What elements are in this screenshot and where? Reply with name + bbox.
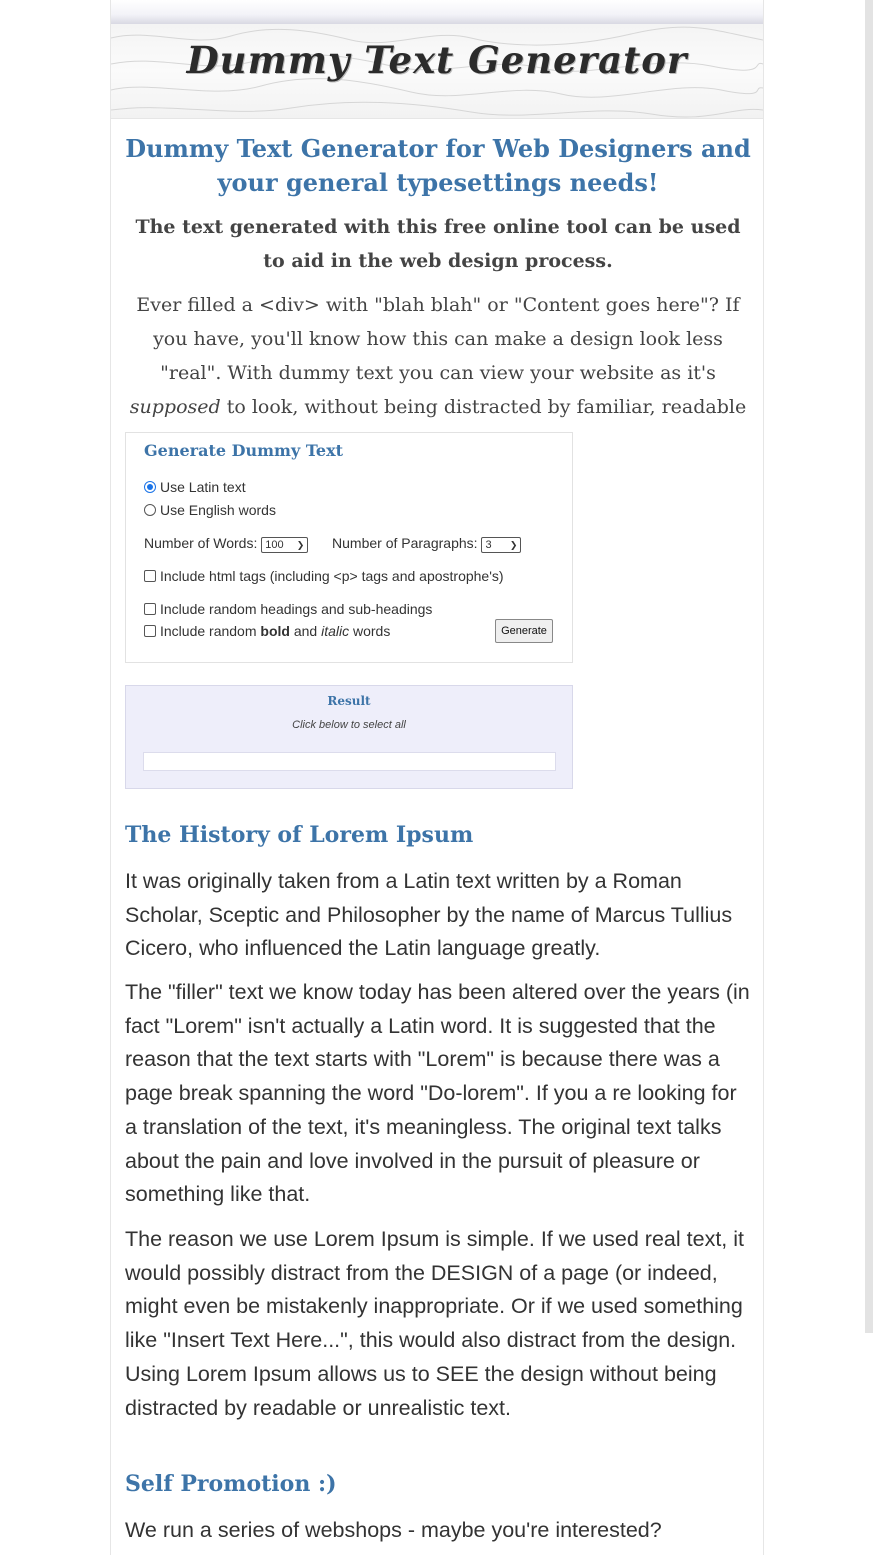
words-paragraphs-row: [144, 535, 521, 553]
chevron-down-icon: ❯: [509, 540, 518, 550]
html-tags-option[interactable]: [144, 568, 504, 584]
page-title: Dummy Text Generator for Web Designers and your general typesettings needs!: [125, 134, 751, 197]
chevron-down-icon: ❯: [296, 540, 305, 550]
bold-italic-option[interactable]: [144, 623, 390, 639]
paragraphs-select[interactable]: [481, 537, 521, 553]
paragraphs-label: Number of Paragraphs:: [332, 535, 478, 551]
intro-emphasis: supposed: [129, 396, 221, 418]
page-subtitle: The text generated with this free online tool can be used to aid in the web design process.: [135, 216, 741, 272]
bold-word[interactable]: bold: [260, 623, 290, 639]
history-paragraph-1: It was originally taken from a Latin text written by a Roman Scholar, Sceptic and Philosopher by the name of Marcus Tullius Cicero, who influenced the Latin language greatly.: [125, 869, 733, 961]
main-content: [125, 118, 751, 1542]
result-hint: Click below to select all: [292, 719, 406, 731]
generator-form: [125, 432, 573, 663]
words-select-value: 100: [265, 539, 284, 551]
words-select[interactable]: [261, 537, 308, 553]
html-tags-checkbox[interactable]: [144, 570, 156, 582]
result-title: Result: [327, 694, 371, 708]
bold-italic-checkbox[interactable]: [144, 625, 156, 637]
headings-option[interactable]: [144, 601, 432, 617]
result-output-field[interactable]: [143, 752, 556, 771]
headings-checkbox[interactable]: [144, 603, 156, 615]
self-promotion-paragraph: We run a series of webshops - maybe you're interested?: [125, 1518, 662, 1542]
scrollbar-thumb[interactable]: [865, 0, 873, 1333]
history-paragraph-2: The "filler" text we know today has been altered over the years (in fact "Lorem" isn't actually a Latin word. It is suggested that the reason that the text starts with "Lorem" is because there was a page break spanning the word "Do-lorem". If you a re looking for a translation of the text, it's meaningless. The original text talks about the pain and love involved in the pursuit of pleasure or something like that.: [125, 980, 750, 1207]
generate-button[interactable]: Generate: [495, 619, 553, 643]
header-shade: [111, 0, 763, 25]
paragraphs-select-value: 3: [485, 539, 492, 551]
html-tags-label[interactable]: Include html tags (including <p> tags and apostrophe's): [160, 568, 504, 584]
history-paragraph-3: The reason we use Lorem Ipsum is simple. If we used real text, it would possibly distract from the DESIGN of a page (or indeed, might even be mistakenly inappropriate. Or if we used something like "Insert Text Here...", this would also distract from the design. Using Lorem Ipsum allows us to SEE the design without being distracted by readable or unrealistic text.: [125, 1227, 744, 1420]
result-panel: [125, 685, 573, 789]
history-heading: The History of Lorem Ipsum: [125, 822, 474, 848]
words-label: Number of Words:: [144, 535, 258, 551]
latin-radio-label[interactable]: Use Latin text: [160, 479, 246, 495]
self-promotion-heading: Self Promotion :): [125, 1471, 337, 1497]
generator-title: Generate Dummy Text: [144, 441, 344, 460]
bold-italic-label-middle[interactable]: and: [289, 623, 322, 639]
italic-word[interactable]: italic: [321, 623, 350, 639]
english-words-option[interactable]: [144, 502, 276, 518]
bold-italic-label-start[interactable]: Include random: [160, 623, 261, 639]
page-container: [110, 0, 764, 1555]
bold-italic-label-end[interactable]: words: [349, 623, 391, 639]
latin-radio[interactable]: [144, 481, 156, 493]
header-banner: [111, 24, 763, 119]
english-radio[interactable]: [144, 504, 156, 516]
english-radio-label[interactable]: Use English words: [160, 502, 276, 518]
site-logo[interactable]: Dummy Text Generator: [186, 38, 688, 82]
intro-text-start: Ever filled a <div> with "blah blah" or "Content goes here"? If you have, you'll know how this can make a design look less "real". With dummy text you can view your website as it's: [136, 294, 740, 384]
latin-text-option[interactable]: [144, 479, 246, 495]
intro-text-end: to look, without being distracted by familiar, readable: [226, 396, 747, 418]
headings-label[interactable]: Include random headings and sub-headings: [160, 601, 433, 617]
